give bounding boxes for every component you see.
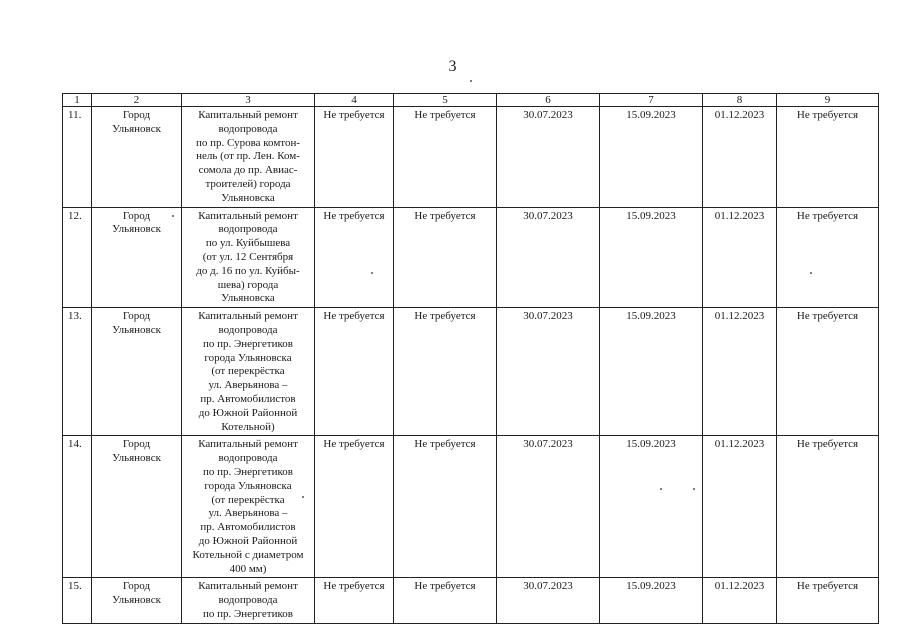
header-col-5: 5: [394, 94, 497, 107]
row-col5: Не требуется: [394, 436, 497, 578]
table-body: [63, 107, 879, 624]
row-col6: 30.07.2023: [497, 578, 600, 623]
row-col7: 15.09.2023: [600, 207, 703, 308]
row-col8: 01.12.2023: [703, 436, 777, 578]
row-description: Капитальный ремонт водопровода по пр. Сурова комтон- нель (от пр. Лен. Ком- сомола до пр. Авиас- троителей) города Ульяновска: [182, 107, 315, 208]
row-col8: 01.12.2023: [703, 308, 777, 436]
row-col6: 30.07.2023: [497, 308, 600, 436]
row-col4: Не требуется: [315, 578, 394, 623]
header-col-6: 6: [497, 94, 600, 107]
row-col7: 15.09.2023: [600, 436, 703, 578]
row-description: Капитальный ремонт водопровода по пр. Энергетиков города Ульяновска (от перекрёстка ул. Аверьянова – пр. Автомобилистов до Южной Районной Котельной с диаметром 400 мм): [182, 436, 315, 578]
row-col7: 15.09.2023: [600, 308, 703, 436]
scan-speck: [660, 488, 662, 490]
row-number: 15.: [63, 578, 92, 623]
row-description: Капитальный ремонт водопровода по пр. Энергетиков города Ульяновска (от перекрёстка ул. Аверьянова – пр. Автомобилистов до Южной Районной Котельной): [182, 308, 315, 436]
row-col6: 30.07.2023: [497, 107, 600, 208]
row-col8: 01.12.2023: [703, 578, 777, 623]
header-row: [63, 94, 879, 107]
header-col-4: 4: [315, 94, 394, 107]
row-number: 12.: [63, 207, 92, 308]
row-col5: Не требуется: [394, 308, 497, 436]
row-number: 13.: [63, 308, 92, 436]
table-row: [63, 308, 879, 436]
scan-speck: [172, 215, 174, 217]
row-description: Капитальный ремонт водопровода по ул. Куйбышева (от ул. 12 Сентября до д. 16 по ул. Куйбы- шева) города Ульяновска: [182, 207, 315, 308]
row-col4: Не требуется: [315, 308, 394, 436]
row-description: Капитальный ремонт водопровода по пр. Энергетиков: [182, 578, 315, 623]
row-col4: Не требуется: [315, 107, 394, 208]
table-row: [63, 578, 879, 623]
row-place: Город Ульяновск: [92, 436, 182, 578]
table-row: [63, 436, 879, 578]
scan-speck: [371, 272, 373, 274]
row-col8: 01.12.2023: [703, 207, 777, 308]
header-col-3: 3: [182, 94, 315, 107]
header-col-9: 9: [777, 94, 879, 107]
table-header: [63, 94, 879, 107]
scan-speck: [302, 496, 304, 498]
row-col4: Не требуется: [315, 207, 394, 308]
row-col5: Не требуется: [394, 207, 497, 308]
row-place: Город Ульяновск: [92, 578, 182, 623]
scan-speck: [693, 488, 695, 490]
row-col8: 01.12.2023: [703, 107, 777, 208]
row-col7: 15.09.2023: [600, 107, 703, 208]
row-col9: Не требуется: [777, 578, 879, 623]
page-number: 3: [448, 58, 457, 75]
row-col9: Не требуется: [777, 207, 879, 308]
row-col5: Не требуется: [394, 578, 497, 623]
row-col6: 30.07.2023: [497, 207, 600, 308]
row-number: 14.: [63, 436, 92, 578]
row-col5: Не требуется: [394, 107, 497, 208]
row-col9: Не требуется: [777, 436, 879, 578]
row-number: 11.: [63, 107, 92, 208]
row-col7: 15.09.2023: [600, 578, 703, 623]
row-place: Город Ульяновск: [92, 207, 182, 308]
row-col6: 30.07.2023: [497, 436, 600, 578]
header-col-7: 7: [600, 94, 703, 107]
scan-speck: [470, 80, 472, 82]
row-col9: Не требуется: [777, 308, 879, 436]
schedule-table: [62, 93, 879, 624]
table-row: [63, 207, 879, 308]
header-col-2: 2: [92, 94, 182, 107]
row-place: Город Ульяновск: [92, 107, 182, 208]
row-col4: Не требуется: [315, 436, 394, 578]
table-row: [63, 107, 879, 208]
row-col9: Не требуется: [777, 107, 879, 208]
header-col-8: 8: [703, 94, 777, 107]
row-place: Город Ульяновск: [92, 308, 182, 436]
scan-speck: [810, 272, 812, 274]
header-col-1: 1: [63, 94, 92, 107]
